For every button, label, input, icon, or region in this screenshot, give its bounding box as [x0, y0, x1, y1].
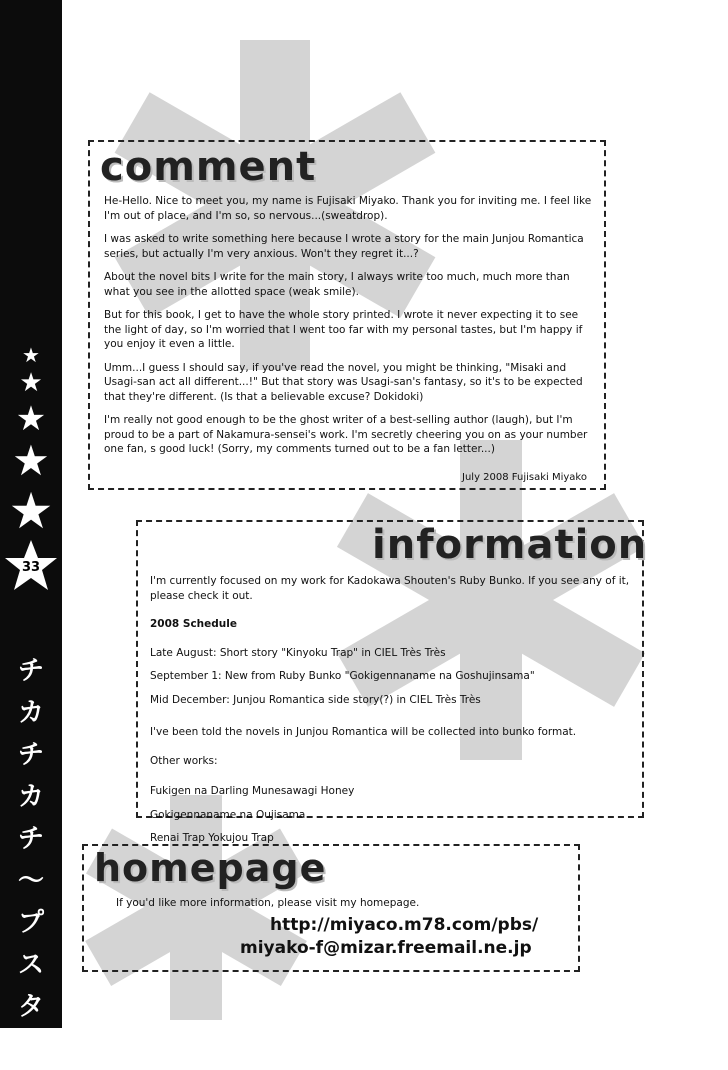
comment-paragraph: But for this book, I get to have the whole story printed. I wrote it never expecting it to see the light of day, so I'm worried that I went too far with my personal tastes, but I'm happy if you enjoy it even a little.	[104, 309, 583, 350]
schedule-item: September 1: New from Ruby Bunko "Gokigennaname na Goshujinsama"	[150, 670, 535, 682]
vertical-char: チ	[17, 740, 44, 770]
vertical-char: 〜	[17, 1034, 44, 1064]
schedule-title: 2008 Schedule	[150, 618, 237, 630]
homepage-url-link[interactable]: http://miyaco.m78.com/pbs/	[270, 915, 539, 935]
vertical-char: カ	[17, 698, 44, 728]
email-link[interactable]: miyako-f@mizar.freemail.ne.jp	[240, 938, 532, 958]
number-star-badge	[3, 538, 59, 594]
star-icon: ★	[22, 343, 40, 367]
comment-paragraph: Umm...I guess I should say, if you've read the novel, you might be thinking, "Misaki and Usagi-san act all different...!" But that story was Usagi-san's fantasy, so it's to be expected that they're different. (Is that a believable excuse? Dokidoki)	[104, 361, 583, 403]
other-works-title: Other works:	[150, 754, 218, 767]
information-heading: information	[372, 522, 648, 568]
vertical-char: タ	[17, 992, 44, 1022]
information-intro: I'm currently focused on my work for Kadokawa Shouten's Ruby Bunko. If you see any of it, please check it out.	[150, 575, 630, 602]
other-work-item: Renai Trap Yokujou Trap	[150, 832, 274, 844]
vertical-char: チ	[17, 824, 44, 854]
comment-paragraph: About the novel bits I write for the main story, I always write too much, much more than what you see in the allotted space (weak smile).	[104, 271, 570, 298]
comment-body	[104, 194, 594, 466]
star-icon: ★	[8, 482, 54, 540]
comment-heading: comment	[100, 144, 317, 190]
homepage-heading: homepage	[94, 846, 327, 890]
vertical-char: チ	[17, 656, 44, 686]
vertical-char: ス	[17, 950, 44, 980]
badge-number: 33	[21, 560, 41, 575]
other-work-item: Fukigen na Darling Munesawagi Honey	[150, 785, 355, 797]
bunko-note: I've been told the novels in Junjou Romantica will be collected into bunko format.	[150, 726, 577, 738]
vertical-char: プ	[17, 908, 44, 938]
schedule-item: Late August: Short story "Kinyoku Trap" in CIEL Très Très	[150, 646, 446, 659]
star-icon: ★	[15, 399, 47, 439]
comment-signature: July 2008 Fujisaki Miyako	[462, 472, 587, 483]
schedule-item: Mid December: Junjou Romantica side story(?) in CIEL Très Très	[150, 693, 481, 706]
sidebar	[0, 0, 62, 1064]
information-body	[150, 574, 630, 855]
star-icon: ★	[19, 368, 43, 398]
comment-paragraph: I was asked to write something here because I wrote a story for the main Junjou Romantica series, but actually I'm very anxious. Won't they regret it...?	[104, 233, 584, 260]
sidebar-vertical-title	[0, 650, 62, 1070]
vertical-char: 〜	[17, 866, 44, 896]
comment-paragraph: He-Hello. Nice to meet you, my name is Fujisaki Miyako. Thank you for inviting me. I feel like I'm out of place, and I'm so, so nervous...(sweatdrop).	[104, 195, 592, 222]
homepage-text: If you'd like more information, please visit my homepage.	[116, 897, 420, 909]
vertical-char: カ	[17, 782, 44, 812]
star-icon: ★	[12, 436, 50, 485]
other-work-item: Gokigennaname na Oujisama	[150, 808, 306, 821]
comment-paragraph: I'm really not good enough to be the ghost writer of a best-selling author (laugh), but I'm proud to be a part of Nakamura-sensei's work. I'm secretly cheering you on as your number one fan, s good luck! (Sorry, my comments turned out to be a fan letter...)	[104, 414, 588, 455]
